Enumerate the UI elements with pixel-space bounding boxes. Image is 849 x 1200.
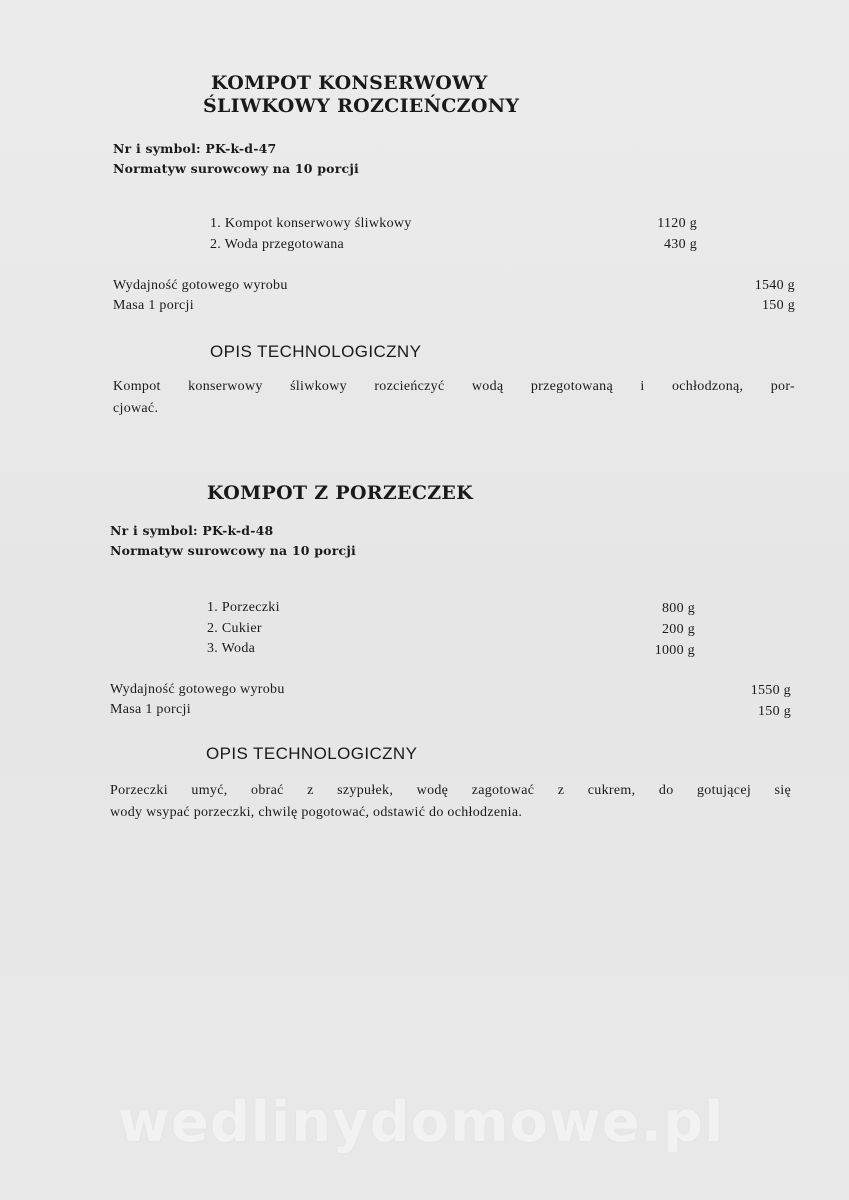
- portion-label: Masa 1 porcji: [113, 298, 194, 313]
- portion-amount: 150 g: [758, 704, 791, 719]
- recipe-norm: Normatyw surowcowy na 10 porcji: [110, 543, 356, 558]
- description-line: Porzeczki umyć, obrać z szypułek, wodę zagotować z cukrem, do gotującej się: [110, 783, 791, 798]
- description-line: wody wsypać porzeczki, chwilę pogotować, odstawić do ochłodzenia.: [110, 805, 523, 820]
- ingredient-row: [210, 237, 344, 253]
- watermark: wedlinydomowe.pl: [118, 1090, 725, 1155]
- description-line: cjować.: [113, 401, 159, 416]
- ingredient-row: [207, 600, 280, 616]
- ingredient-label: 2. Cukier: [207, 621, 262, 636]
- yield-label: Wydajność gotowego wyrobu: [110, 682, 285, 697]
- ingredient-amount: 1120 g: [657, 216, 697, 231]
- ingredient-label: 1. Porzeczki: [207, 600, 280, 615]
- ingredient-amount: 1000 g: [654, 643, 695, 658]
- portion-amount: 150 g: [762, 298, 795, 313]
- recipe-symbol: Nr i symbol: PK-k-d-47: [113, 141, 277, 156]
- recipe-title: KOMPOT Z PORZECZEK: [207, 482, 474, 504]
- description-heading: OPIS TECHNOLOGICZNY: [206, 744, 418, 763]
- ingredient-amount: 800 g: [662, 601, 695, 616]
- ingredient-label: 2. Woda przegotowana: [210, 237, 345, 252]
- portion-label: Masa 1 porcji: [110, 702, 191, 717]
- recipe-title-line2: ŚLIWKOWY ROZCIEŃCZONY: [203, 95, 520, 117]
- ingredient-row: [210, 216, 412, 232]
- ingredient-amount: 430 g: [664, 237, 697, 252]
- recipe-norm: Normatyw surowcowy na 10 porcji: [113, 161, 359, 176]
- yield-amount: 1540 g: [754, 278, 795, 293]
- yield-amount: 1550 g: [750, 683, 791, 698]
- ingredient-label: 3. Woda: [207, 641, 256, 656]
- recipe-title-line1: KOMPOT KONSERWOWY: [211, 72, 488, 94]
- ingredient-row: [207, 621, 262, 637]
- recipe-symbol: Nr i symbol: PK-k-d-48: [110, 523, 274, 538]
- description-line: Kompot konserwowy śliwkowy rozcieńczyć wodą przegotowaną i ochłodzoną, por-: [113, 379, 795, 394]
- yield-label: Wydajność gotowego wyrobu: [113, 278, 288, 293]
- ingredient-label: 1. Kompot konserwowy śliwkowy: [210, 216, 412, 231]
- ingredient-row: [207, 641, 255, 657]
- description-heading: OPIS TECHNOLOGICZNY: [210, 342, 422, 361]
- ingredient-amount: 200 g: [662, 622, 695, 637]
